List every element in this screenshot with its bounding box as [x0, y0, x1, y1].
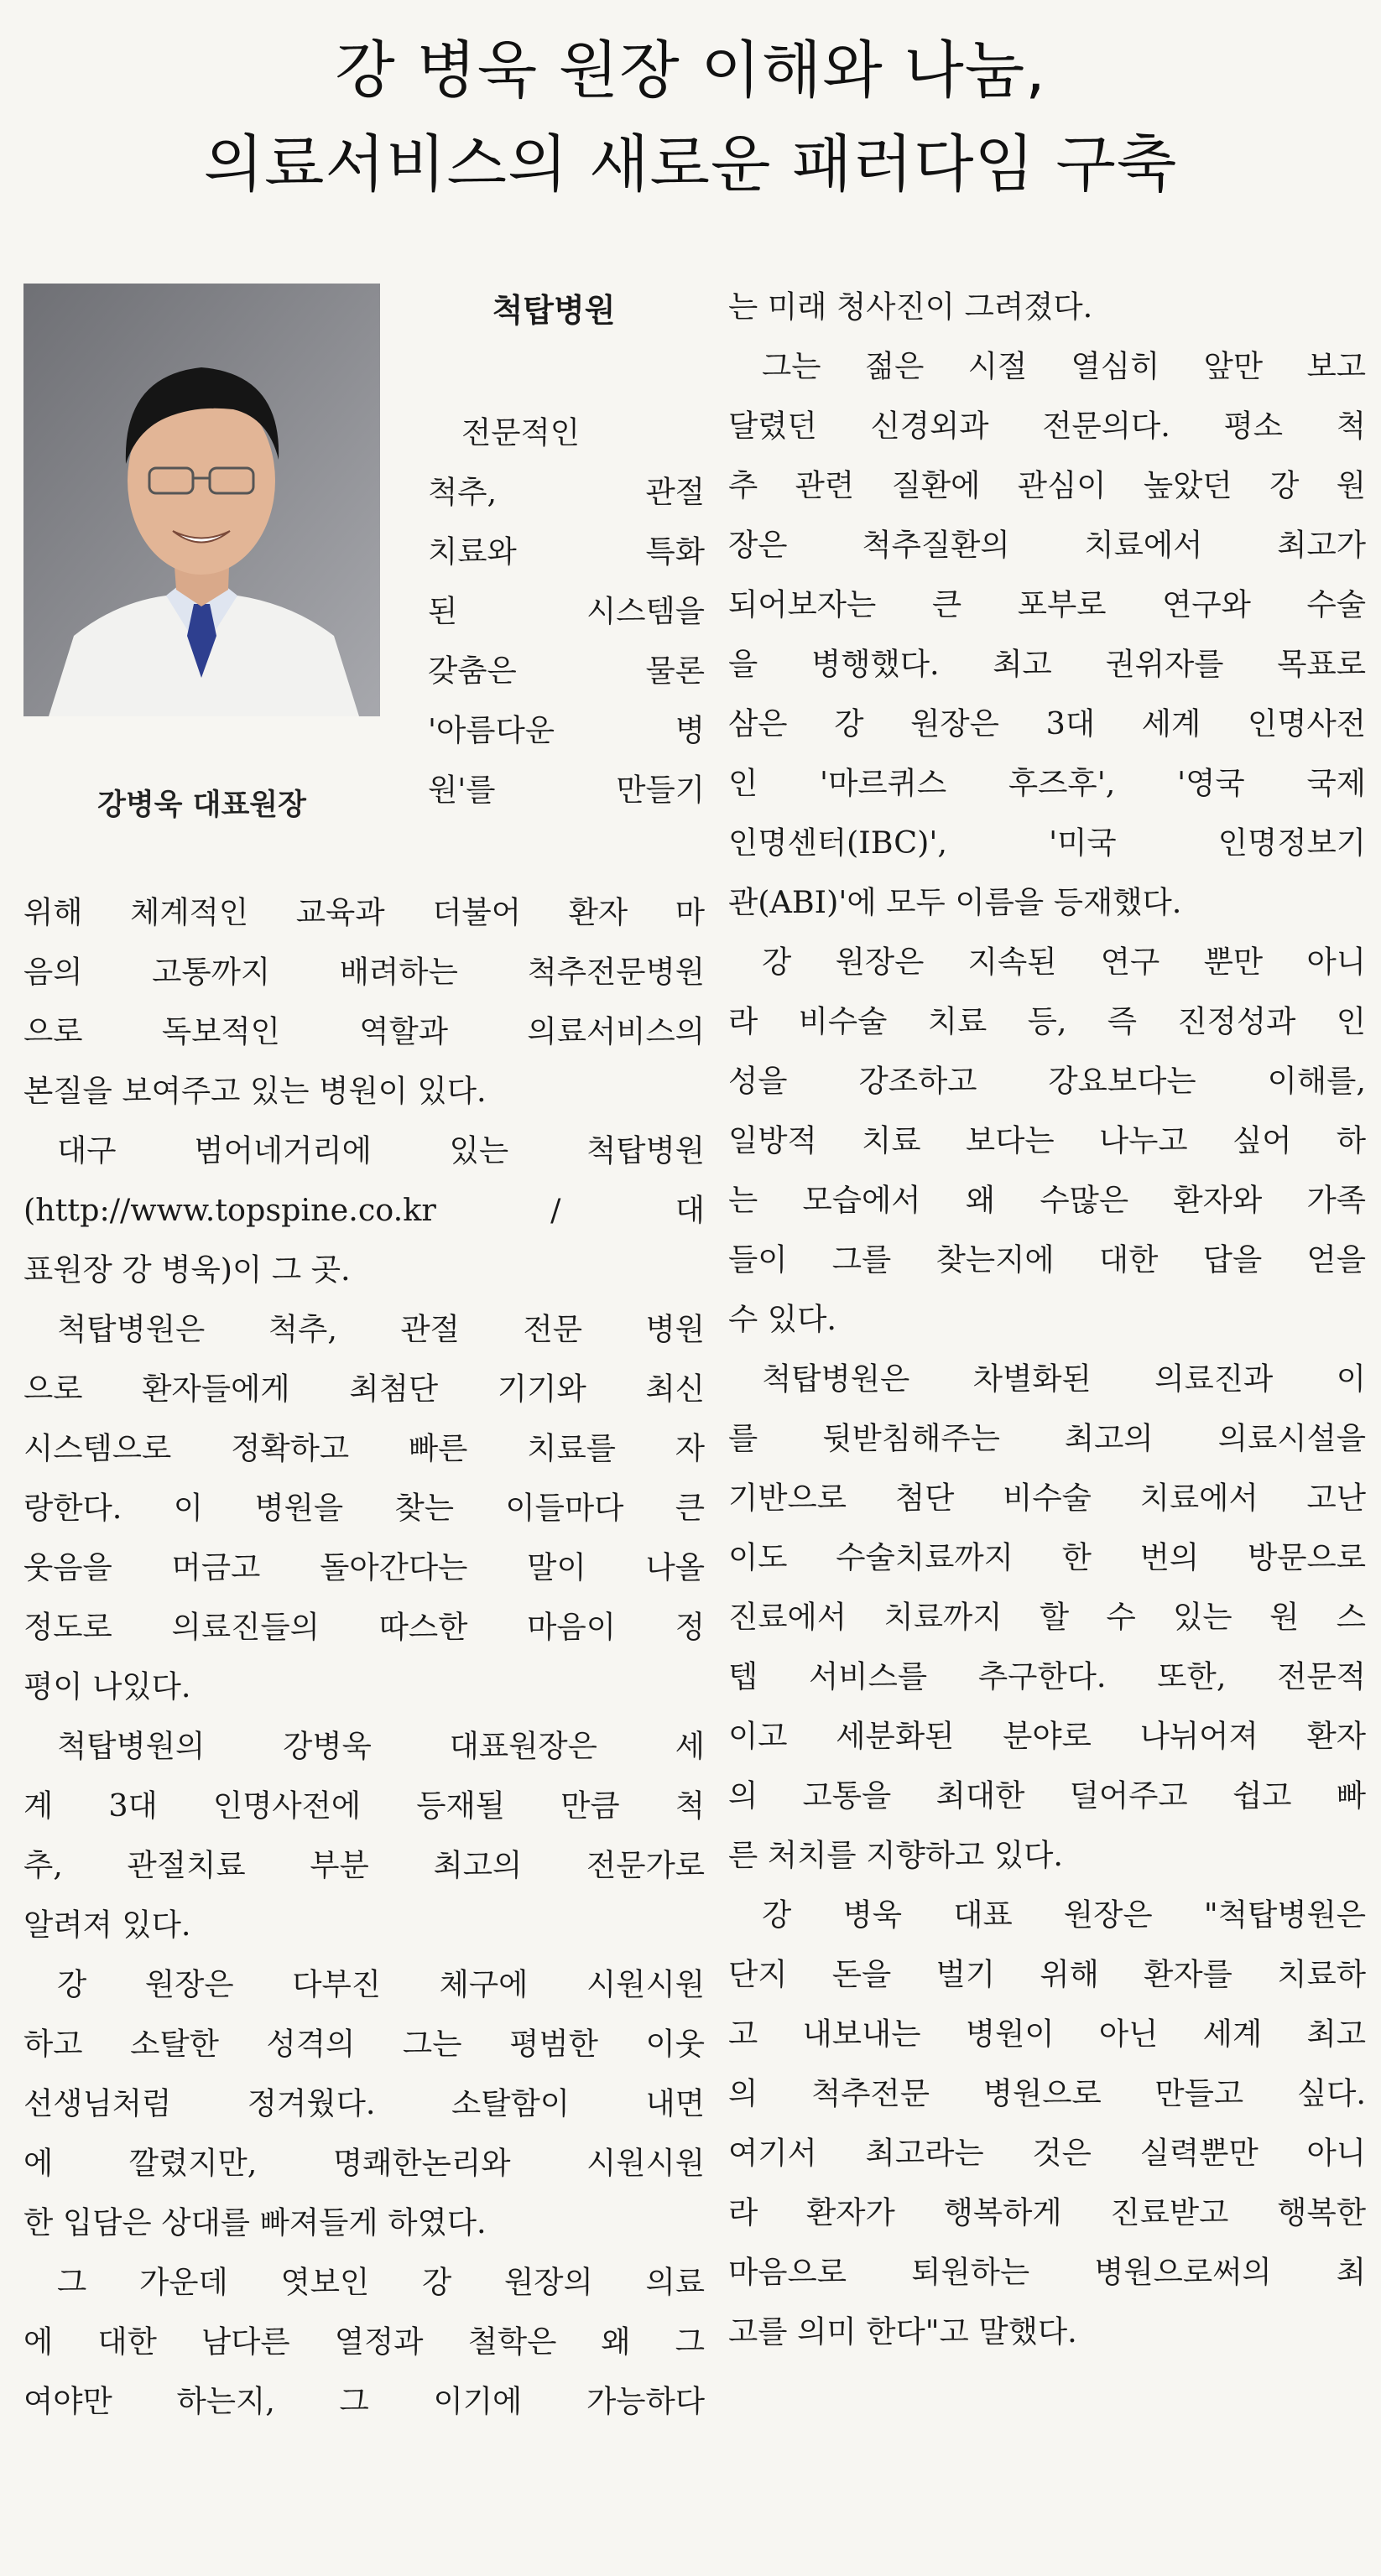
headline-line-2: 의료서비스의 새로운 패러다임 구축: [203, 128, 1178, 200]
text-line: 정도로 의료진들의 따스한 마음이 정: [23, 1609, 705, 1645]
text-line: 달렸던 신경외과 전문의다. 평소 척: [728, 408, 1366, 444]
text-line: 라 환자가 행복하게 진료받고 행복한: [728, 2194, 1366, 2230]
text-line: 표원장 강 병욱)이 그 곳.: [23, 1252, 351, 1288]
text-line: 선생님처럼 정겨웠다. 소탈함이 내면: [23, 2085, 705, 2121]
text-line: 추, 관절치료 부분 최고의 전문가로: [23, 1847, 705, 1883]
text-line: 하고 소탈한 성격의 그는 평범한 이웃: [23, 2026, 705, 2062]
headline-line-1: 강 병욱 원장 이해와 나눔,: [335, 34, 1046, 107]
article-column-c: [728, 277, 1366, 2361]
text-line: 웃음을 머금고 돌아간다는 말이 나올: [23, 1549, 705, 1585]
text-line: 척추, 관절: [428, 474, 705, 510]
text-line: 강 원장은 다부진 체구에 시원시원: [57, 1966, 705, 2002]
article-column-b: [23, 882, 705, 2431]
text-line: 인명센터(IBC)', '미국 인명정보기: [728, 825, 1366, 861]
text-line: 고 내보내는 병원이 아닌 세계 최고: [728, 2016, 1366, 2052]
text-line: 되어보자는 큰 포부로 연구와 수술: [728, 586, 1366, 622]
text-line: 성을 강조하고 강요보다는 이해를,: [728, 1063, 1366, 1099]
text-line: 대구 범어네거리에 있는 척탑병원: [57, 1132, 705, 1168]
text-line: 라 비수술 치료 등, 즉 진정성과 인: [728, 1003, 1366, 1039]
text-line: 고를 의미 한다"고 말했다.: [728, 2313, 1077, 2350]
text-line: 원'를 만들기: [428, 772, 705, 808]
text-line: 는 미래 청사진이 그려졌다.: [728, 289, 1093, 325]
text-line: (http://www.topspine.co.kr / 대: [23, 1192, 705, 1228]
portrait-illustration: [23, 284, 380, 716]
text-line: 그는 젊은 시절 열심히 앞만 보고: [762, 348, 1366, 384]
text-line: 에 깔렸지만, 명쾌한논리와 시원시원: [23, 2145, 705, 2181]
text-line: 알려져 있다.: [23, 1907, 191, 1943]
text-line: 그 가운데 엿보인 강 원장의 의료: [57, 2264, 705, 2300]
text-line: 갖춤은 물론: [428, 653, 705, 689]
portrait-photo: [23, 284, 380, 716]
text-line: 여기서 최고라는 것은 실력뿐만 아니: [728, 2135, 1366, 2171]
text-line: 에 대한 남다른 열정과 철학은 왜 그: [23, 2324, 705, 2360]
text-line: 기반으로 첨단 비수술 치료에서 고난: [728, 1480, 1366, 1516]
text-line: 척탑병원은 척추, 관절 전문 병원: [57, 1311, 705, 1347]
text-line: 단지 돈을 벌기 위해 환자를 치료하: [728, 1956, 1366, 1992]
text-line: 일방적 치료 보다는 나누고 싶어 하: [728, 1122, 1366, 1158]
photo-caption: 강병욱 대표원장: [97, 788, 306, 822]
text-line: 관(ABI)'에 모두 이름을 등재했다.: [728, 884, 1182, 920]
text-line: 랑한다. 이 병원을 찾는 이들마다 큰: [23, 1490, 705, 1526]
text-line: 으로 독보적인 역할과 의료서비스의: [23, 1013, 705, 1049]
text-line: 음의 고통까지 배려하는 척추전문병원: [23, 954, 705, 990]
text-line: 으로 환자들에게 최첨단 기기와 최신: [23, 1371, 705, 1407]
text-line: 추 관련 질환에 관심이 높았던 강 원: [728, 467, 1366, 503]
text-line: 본질을 보여주고 있는 병원이 있다.: [23, 1073, 487, 1109]
article-column-a: [428, 403, 705, 820]
text-line: 의 척추전문 병원으로 만들고 싶다.: [728, 2075, 1366, 2111]
text-line: 된 시스템을: [428, 593, 705, 629]
text-line: 를 뒷받침해주는 최고의 의료시설을: [728, 1420, 1366, 1456]
text-line: 평이 나있다.: [23, 1668, 191, 1704]
source-label: 척탑병원: [492, 292, 616, 329]
text-line: 시스템으로 정확하고 빠른 치료를 자: [23, 1430, 705, 1466]
text-line: 들이 그를 찾는지에 대한 답을 얻을: [728, 1241, 1366, 1278]
text-line: 여야만 하는지, 그 이기에 가능하다: [23, 2383, 705, 2419]
text-line: 진료에서 치료까지 할 수 있는 원 스: [728, 1599, 1366, 1635]
text-line: 텝 서비스를 추구한다. 또한, 전문적: [728, 1658, 1366, 1694]
text-line: 장은 척추질환의 치료에서 최고가: [728, 527, 1366, 563]
text-line: 인 '마르퀴스 후즈후', '영국 국제: [728, 765, 1366, 801]
text-line: 한 입담은 상대를 빠져들게 하였다.: [23, 2204, 487, 2240]
text-line: 강 원장은 지속된 연구 뿐만 아니: [762, 944, 1366, 980]
text-line: 을 병행했다. 최고 권위자를 목표로: [728, 646, 1366, 682]
text-line: '아름다운 병: [428, 712, 705, 748]
text-line: 른 처치를 지향하고 있다.: [728, 1837, 1063, 1873]
text-line: 수 있다.: [728, 1301, 836, 1337]
text-line: 는 모습에서 왜 수많은 환자와 가족: [728, 1182, 1366, 1218]
text-line: 이도 수술치료까지 한 번의 방문으로: [728, 1539, 1366, 1575]
text-line: 의 고통을 최대한 덜어주고 쉽고 빠: [728, 1777, 1366, 1814]
headline: [0, 23, 1381, 211]
text-line: 전문적인: [461, 414, 581, 450]
text-line: 척탑병원의 강병욱 대표원장은 세: [57, 1728, 705, 1764]
text-line: 계 3대 인명사전에 등재될 만큼 척: [23, 1788, 705, 1824]
text-line: 위해 체계적인 교육과 더불어 환자 마: [23, 894, 705, 930]
text-line: 강 병욱 대표 원장은 "척탑병원은: [762, 1897, 1366, 1933]
text-line: 척탑병원은 차별화된 의료진과 이: [762, 1361, 1366, 1397]
text-line: 삼은 강 원장은 3대 세계 인명사전: [728, 705, 1366, 742]
text-line: 마음으로 퇴원하는 병원으로써의 최: [728, 2254, 1366, 2290]
text-line: 치료와 특화: [428, 533, 705, 570]
text-line: 이고 세분화된 분야로 나뉘어져 환자: [728, 1718, 1366, 1754]
